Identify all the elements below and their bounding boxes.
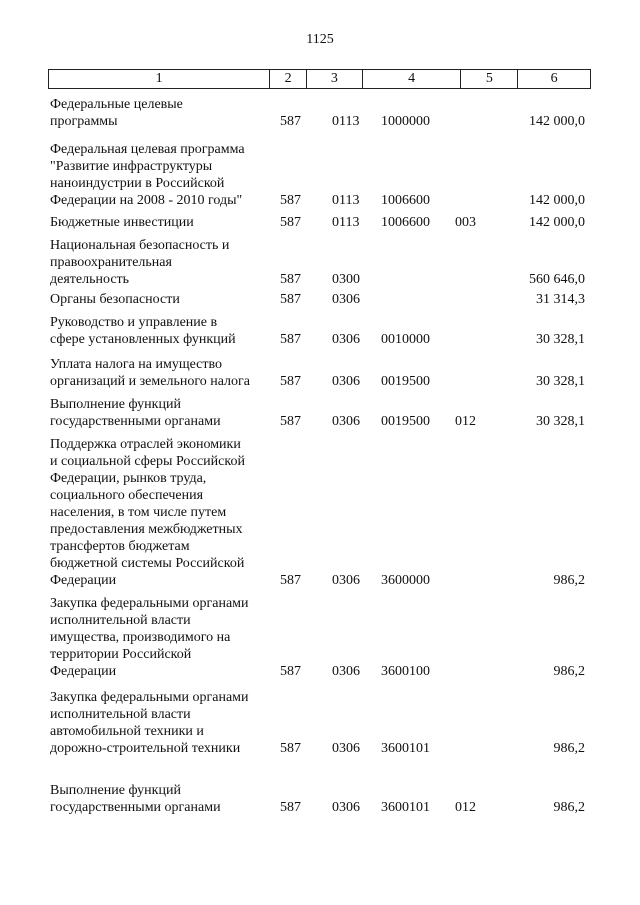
section-cell: 0306 bbox=[332, 332, 360, 347]
section-cell: 0113 bbox=[332, 193, 360, 208]
description-line: населения, в том числе путем bbox=[50, 505, 227, 520]
header-col-4: 4 bbox=[362, 70, 461, 88]
description-line: Руководство и управление в bbox=[50, 315, 218, 330]
description-line: наноиндустрии в Российской bbox=[50, 176, 225, 191]
table-row bbox=[48, 237, 591, 288]
table-row bbox=[48, 214, 591, 231]
description-line: деятельность bbox=[50, 272, 130, 287]
row-description bbox=[50, 214, 266, 231]
target-cell: 3600000 bbox=[381, 573, 430, 588]
description-line: Закупка федеральными органами bbox=[50, 690, 249, 705]
code-cell: 587 bbox=[280, 414, 301, 429]
row-description bbox=[50, 396, 266, 430]
amount-cell: 986,2 bbox=[553, 664, 585, 679]
expense-type-cell: 012 bbox=[455, 414, 476, 429]
row-description bbox=[50, 141, 266, 209]
description-line: Федерации bbox=[50, 573, 117, 588]
description-line: территории Российской bbox=[50, 647, 192, 662]
amount-cell: 30 328,1 bbox=[536, 414, 585, 429]
description-line: дорожно-строительной техники bbox=[50, 741, 241, 756]
target-cell: 3600101 bbox=[381, 800, 430, 815]
code-cell: 587 bbox=[280, 272, 301, 287]
table-row bbox=[48, 396, 591, 430]
description-line: исполнительной власти bbox=[50, 613, 191, 628]
description-line: сфере установленных функций bbox=[50, 332, 236, 347]
section-cell: 0306 bbox=[332, 414, 360, 429]
section-cell: 0306 bbox=[332, 292, 360, 307]
section-cell: 0306 bbox=[332, 664, 360, 679]
description-line: социального обеспечения bbox=[50, 488, 204, 503]
description-line: "Развитие инфраструктуры bbox=[50, 159, 213, 174]
table-row bbox=[48, 436, 591, 589]
description-line: Федерации bbox=[50, 664, 117, 679]
section-cell: 0113 bbox=[332, 114, 360, 129]
target-cell: 1000000 bbox=[381, 114, 430, 129]
section-cell: 0113 bbox=[332, 215, 360, 230]
target-cell: 3600101 bbox=[381, 741, 430, 756]
section-cell: 0306 bbox=[332, 573, 360, 588]
target-cell: 3600100 bbox=[381, 664, 430, 679]
header-col-6: 6 bbox=[517, 70, 590, 88]
code-cell: 587 bbox=[280, 374, 301, 389]
table-header bbox=[48, 69, 591, 89]
target-cell: 1006600 bbox=[381, 193, 430, 208]
target-cell: 0019500 bbox=[381, 414, 430, 429]
header-col-2: 2 bbox=[269, 70, 306, 88]
description-line: Национальная безопасность и bbox=[50, 238, 230, 253]
description-line: Закупка федеральными органами bbox=[50, 596, 249, 611]
description-line: Федерации на 2008 - 2010 годы" bbox=[50, 193, 243, 208]
code-cell: 587 bbox=[280, 800, 301, 815]
section-cell: 0306 bbox=[332, 374, 360, 389]
row-description bbox=[50, 436, 266, 589]
amount-cell: 30 328,1 bbox=[536, 374, 585, 389]
description-line: и социальной сферы Российской bbox=[50, 454, 245, 469]
table-row bbox=[48, 689, 591, 757]
amount-cell: 986,2 bbox=[553, 741, 585, 756]
row-description bbox=[50, 237, 266, 288]
amount-cell: 142 000,0 bbox=[529, 114, 585, 129]
code-cell: 587 bbox=[280, 573, 301, 588]
description-line: бюджетной системы Российской bbox=[50, 556, 245, 571]
description-line: Бюджетные инвестиции bbox=[50, 215, 194, 230]
expense-type-cell: 012 bbox=[455, 800, 476, 815]
description-line: Федеральная целевая программа bbox=[50, 142, 245, 157]
amount-cell: 142 000,0 bbox=[529, 215, 585, 230]
amount-cell: 986,2 bbox=[553, 800, 585, 815]
table-row bbox=[48, 291, 591, 308]
description-line: имущества, производимого на bbox=[50, 630, 231, 645]
header-col-1: 1 bbox=[155, 71, 163, 86]
description-line: государственными органами bbox=[50, 800, 221, 815]
target-cell: 1006600 bbox=[381, 215, 430, 230]
description-line: Федеральные целевые bbox=[50, 97, 183, 112]
page-number: 1125 bbox=[306, 32, 334, 47]
section-cell: 0306 bbox=[332, 741, 360, 756]
table-row bbox=[48, 782, 591, 816]
amount-cell: 31 314,3 bbox=[536, 292, 585, 307]
description-line: Поддержка отраслей экономики bbox=[50, 437, 241, 452]
target-cell: 0010000 bbox=[381, 332, 430, 347]
description-line: Выполнение функций bbox=[50, 397, 181, 412]
code-cell: 587 bbox=[280, 292, 301, 307]
row-description bbox=[50, 314, 266, 348]
section-cell: 0300 bbox=[332, 272, 360, 287]
table-row bbox=[48, 96, 591, 130]
code-cell: 587 bbox=[280, 114, 301, 129]
target-cell: 0019500 bbox=[381, 374, 430, 389]
table-row bbox=[48, 141, 591, 209]
row-description bbox=[50, 291, 266, 308]
code-cell: 587 bbox=[280, 193, 301, 208]
row-description bbox=[50, 595, 266, 680]
description-line: исполнительной власти bbox=[50, 707, 191, 722]
code-cell: 587 bbox=[280, 215, 301, 230]
amount-cell: 30 328,1 bbox=[536, 332, 585, 347]
code-cell: 587 bbox=[280, 332, 301, 347]
description-line: предоставления межбюджетных bbox=[50, 522, 243, 537]
description-line: правоохранительная bbox=[50, 255, 172, 270]
description-line: Уплата налога на имущество bbox=[50, 357, 223, 372]
description-line: трансфертов бюджетам bbox=[50, 539, 190, 554]
description-line: Органы безопасности bbox=[50, 292, 180, 307]
description-line: программы bbox=[50, 114, 118, 129]
table-row bbox=[48, 595, 591, 680]
table-row bbox=[48, 314, 591, 348]
amount-cell: 142 000,0 bbox=[529, 193, 585, 208]
row-description bbox=[50, 356, 266, 390]
row-description bbox=[50, 689, 266, 757]
description-line: Федерации, рынков труда, bbox=[50, 471, 207, 486]
expense-type-cell: 003 bbox=[455, 215, 476, 230]
code-cell: 587 bbox=[280, 741, 301, 756]
amount-cell: 986,2 bbox=[553, 573, 585, 588]
description-line: автомобильной техники и bbox=[50, 724, 204, 739]
amount-cell: 560 646,0 bbox=[529, 272, 585, 287]
header-col-3: 3 bbox=[306, 70, 362, 88]
header-col-5: 5 bbox=[460, 70, 517, 88]
row-description bbox=[50, 96, 266, 130]
row-description bbox=[50, 782, 266, 816]
table-row bbox=[48, 356, 591, 390]
description-line: Выполнение функций bbox=[50, 783, 181, 798]
description-line: организаций и земельного налога bbox=[50, 374, 250, 389]
description-line: государственными органами bbox=[50, 414, 221, 429]
code-cell: 587 bbox=[280, 664, 301, 679]
section-cell: 0306 bbox=[332, 800, 360, 815]
